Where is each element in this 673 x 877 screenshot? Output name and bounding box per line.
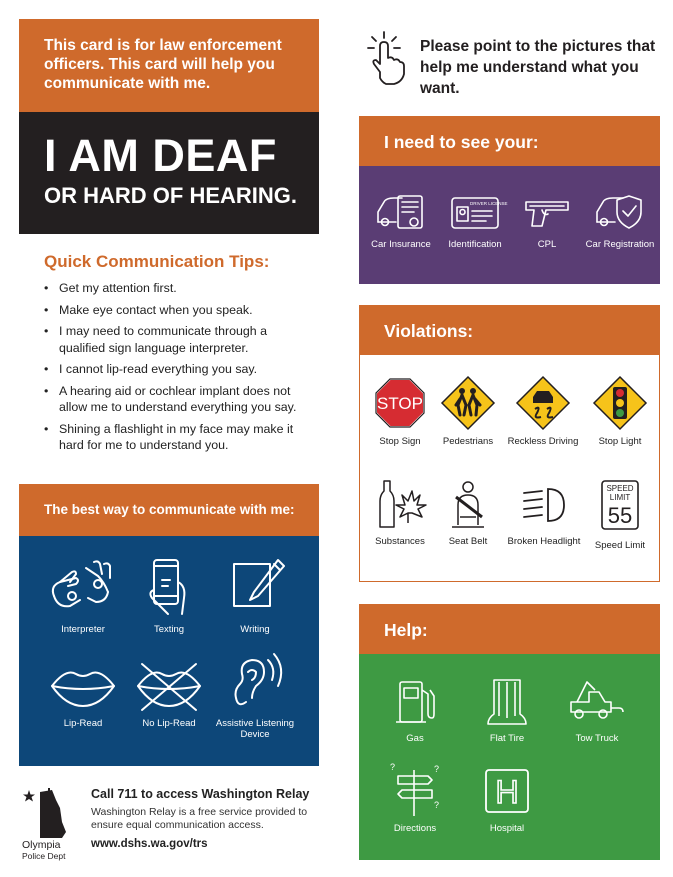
headlight-icon (516, 479, 572, 531)
help-label: Tow Truck (575, 733, 619, 744)
need-to-see-title: I need to see your: (384, 132, 539, 152)
help-directions (377, 762, 453, 834)
violation-label: Substances (375, 536, 425, 547)
logo-text-olympia: Olympia (22, 839, 61, 851)
violation-label: Broken Headlight (507, 536, 581, 547)
violation-broken-headlight (504, 479, 584, 547)
violations-title: Violations: (384, 321, 474, 341)
violations-panel (359, 355, 660, 582)
violation-stop-light (582, 375, 658, 447)
need-label: Car Registration (585, 239, 655, 250)
relay-description: Washington Relay is a free service provided to ensure equal communication access. (91, 806, 308, 831)
id-card-icon (448, 192, 508, 234)
need-label: CPL (537, 239, 557, 250)
tip-item: • I cannot lip-read everything you say. (44, 361, 314, 378)
pen-paper-icon (218, 556, 292, 618)
method-label: Writing (240, 624, 270, 635)
svg-text:?: ? (434, 764, 440, 774)
deaf-title: I AM DEAF (44, 130, 277, 181)
violation-stop-sign (362, 375, 438, 447)
help-panel (359, 654, 660, 860)
svg-text:?: ? (390, 762, 396, 772)
slippery-car-sign-icon (515, 375, 571, 431)
help-label: Directions (393, 823, 437, 834)
car-shield-icon (593, 192, 647, 234)
pedestrian-sign-icon (440, 375, 496, 431)
traffic-light-sign-icon (592, 375, 648, 431)
method-label: Lip-Read (63, 718, 103, 729)
need-label: Identification (448, 239, 502, 250)
crossed-lips-icon (132, 660, 206, 712)
method-lip-read (33, 660, 133, 729)
method-interpreter (33, 556, 133, 635)
olympia-police-logo (22, 786, 72, 861)
help-header (359, 604, 660, 654)
violation-label: Speed Limit (594, 540, 646, 551)
lips-icon (46, 660, 120, 712)
violation-label: Stop Light (598, 436, 642, 447)
phone-hand-icon (132, 556, 206, 618)
violations-header (359, 305, 660, 355)
method-label: Interpreter (61, 624, 105, 635)
violation-label: Stop Sign (379, 436, 421, 447)
officer-notice-header (19, 19, 319, 112)
help-title: Help: (384, 620, 428, 640)
violation-substances (362, 479, 438, 547)
relay-url[interactable]: www.dshs.wa.gov/trs (91, 838, 208, 850)
tow-truck-icon (567, 676, 627, 728)
speed-limit-icon (592, 479, 648, 535)
help-flat-tire (469, 676, 545, 744)
help-hospital (469, 766, 545, 834)
best-way-header (19, 484, 319, 536)
stop-sign-icon (372, 375, 428, 431)
documents-panel (359, 166, 660, 284)
pointing-hand-icon (360, 30, 408, 91)
hospital-icon (482, 766, 532, 818)
violation-speed-limit (582, 479, 658, 551)
violation-pedestrians (430, 375, 506, 447)
tip-item: • Shining a flashlight in my face may make it hard for me to understand you. (44, 421, 314, 454)
capitol-dome-icon (22, 786, 72, 861)
help-gas (377, 676, 453, 744)
method-label: Assistive Listening Device (215, 718, 295, 740)
flat-tire-icon (482, 676, 532, 728)
need-car-insurance (365, 192, 437, 250)
violation-label: Seat Belt (448, 536, 488, 547)
need-cpl (511, 192, 583, 250)
help-tow-truck (557, 676, 637, 744)
deaf-subtitle: OR HARD OF HEARING. (44, 183, 297, 208)
violation-label: Pedestrians (442, 436, 494, 447)
deaf-banner (19, 112, 319, 234)
seat-belt-icon (440, 479, 496, 531)
logo-text-police: Police Dept (22, 851, 66, 861)
help-label: Gas (406, 733, 424, 744)
ear-sound-icon (218, 652, 292, 712)
need-label: Car Insurance (371, 239, 431, 250)
officer-notice-text: This card is for law enforcement officers. This card will help you communicate with me. (44, 37, 282, 92)
bottle-leaf-icon (372, 479, 428, 531)
point-instruction: Please point to the pictures that help me understand what you want. (420, 38, 656, 97)
communication-methods-panel (19, 536, 319, 766)
car-doc-icon (374, 192, 428, 234)
speed-line-2: LIMIT (609, 493, 631, 502)
best-way-title: The best way to communicate with me: (44, 502, 295, 517)
gas-pump-icon (390, 676, 440, 728)
method-assistive-device (205, 652, 305, 740)
help-label: Hospital (489, 823, 525, 834)
need-to-see-header (359, 116, 660, 166)
stop-text: STOP (377, 394, 423, 413)
method-no-lip-read (119, 660, 219, 729)
need-identification (439, 192, 511, 250)
tip-item: • Make eye contact when you speak. (44, 302, 314, 319)
speed-line-1: SPEED (606, 484, 634, 493)
violation-seat-belt (430, 479, 506, 547)
method-writing (205, 556, 305, 635)
method-texting (119, 556, 219, 635)
pistol-icon (520, 192, 574, 234)
tips-title: Quick Communication Tips: (44, 252, 270, 271)
signing-hands-icon (46, 556, 120, 618)
help-label: Flat Tire (489, 733, 525, 744)
tip-item: • A hearing aid or cochlear implant does not allow me to understand everything you say. (44, 383, 314, 416)
method-label: No Lip-Read (142, 718, 196, 729)
violation-reckless-driving (504, 375, 582, 447)
speed-value: 55 (607, 503, 633, 528)
hospital-letter: H (495, 774, 519, 810)
relay-title: Call 711 to access Washington Relay (91, 787, 310, 801)
need-car-registration (581, 192, 659, 250)
tip-item: • I may need to communicate through a qualified sign language interpreter. (44, 323, 314, 356)
method-label: Texting (153, 624, 185, 635)
tips-list (44, 280, 314, 459)
tip-item: • Get my attention first. (44, 280, 314, 297)
signpost-icon (388, 762, 442, 818)
violation-label: Reckless Driving (507, 436, 579, 447)
id-card-text: DRIVER LICENSE (470, 201, 508, 206)
svg-text:?: ? (434, 800, 440, 810)
